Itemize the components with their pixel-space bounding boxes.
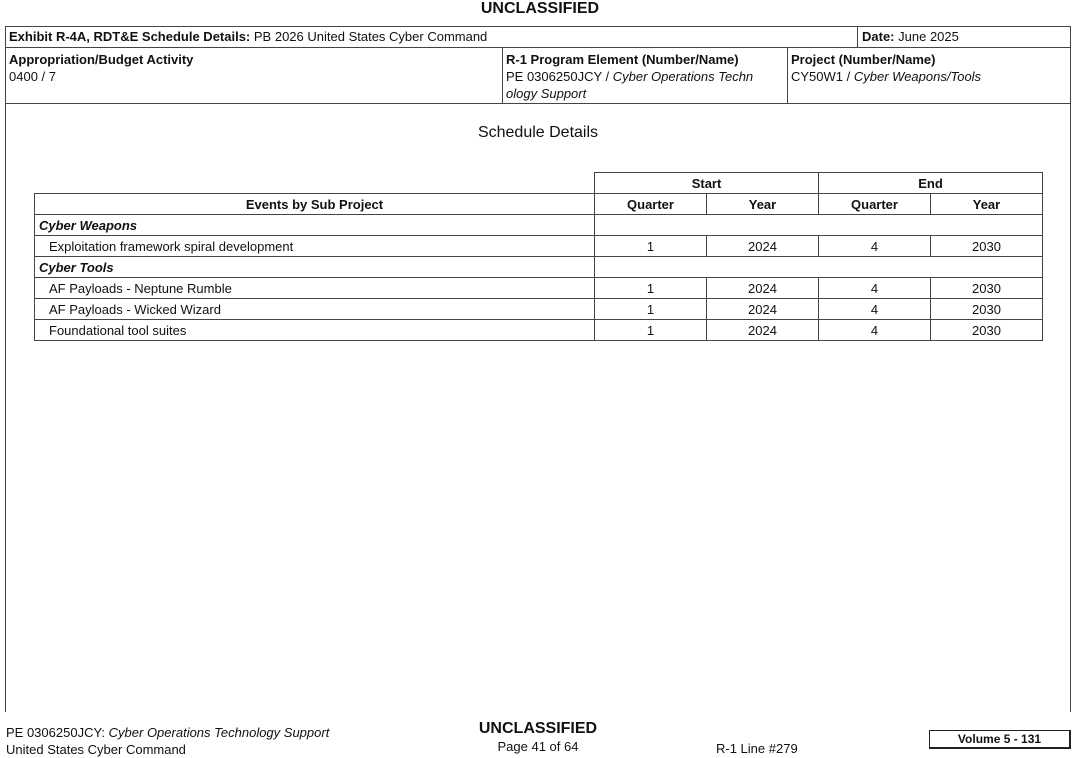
group-spacer: [595, 215, 1043, 236]
page-footer: [0, 720, 1080, 757]
start-year: 2024: [707, 299, 819, 320]
program-element-value: [506, 68, 784, 85]
event-name: Foundational tool suites: [35, 320, 595, 341]
footer-pe-name: Cyber Operations Technology Support: [108, 725, 330, 740]
header-start-year: Year: [707, 194, 819, 215]
group-name: Cyber Weapons: [35, 215, 595, 236]
footer-org: United States Cyber Command: [6, 742, 186, 757]
program-info-row: [6, 48, 1070, 104]
end-quarter: 4: [819, 299, 931, 320]
project-number: CY50W1: [791, 69, 844, 84]
header-end: End: [819, 173, 1043, 194]
project-separator: /: [843, 69, 854, 84]
header-start: Start: [595, 173, 819, 194]
program-element-name-2: ology Support: [506, 86, 587, 101]
footer-program-info: [6, 724, 329, 758]
date-label: Date:: [862, 29, 895, 44]
start-quarter: 1: [595, 236, 707, 257]
appropriation-label: Appropriation/Budget Activity: [9, 52, 194, 67]
program-element-cell: [502, 48, 787, 103]
program-element-number: PE 0306250JCY: [506, 69, 602, 84]
group-row: [35, 257, 1043, 278]
appropriation-value: 0400 / 7: [9, 69, 56, 84]
start-quarter: 1: [595, 320, 707, 341]
program-element-name-1: Cyber Operations Techn: [612, 69, 754, 84]
group-spacer: [595, 257, 1043, 278]
end-quarter: 4: [819, 278, 931, 299]
appropriation-cell: [6, 48, 502, 103]
exhibit-label: Exhibit R-4A, RDT&E Schedule Details:: [9, 29, 251, 44]
date-cell: [857, 27, 1072, 47]
project-value: [791, 68, 1068, 85]
end-quarter: 4: [819, 236, 931, 257]
end-year: 2030: [931, 236, 1043, 257]
classification-banner-top: UNCLASSIFIED: [480, 0, 600, 17]
project-label: Project (Number/Name): [791, 52, 936, 67]
table-row: [35, 236, 1043, 257]
end-year: 2030: [931, 278, 1043, 299]
header-start-quarter: Quarter: [595, 194, 707, 215]
end-year: 2030: [931, 320, 1043, 341]
program-element-separator: /: [601, 69, 613, 84]
program-element-label: R-1 Program Element (Number/Name): [506, 52, 739, 67]
exhibit-title: [9, 29, 487, 44]
exhibit-header-row: [6, 27, 1070, 48]
group-row: [35, 215, 1043, 236]
header-end-quarter: Quarter: [819, 194, 931, 215]
footer-pe-number: PE 0306250JCY:: [6, 725, 106, 740]
project-cell: [787, 48, 1071, 103]
volume-box: Volume 5 - 131: [929, 730, 1071, 749]
page-title: Schedule Details: [477, 124, 599, 141]
table-row: [35, 299, 1043, 320]
table-row: [35, 278, 1043, 299]
start-year: 2024: [707, 236, 819, 257]
header-events: Events by Sub Project: [35, 194, 595, 215]
event-name: Exploitation framework spiral development: [35, 236, 595, 257]
classification-banner-bottom: UNCLASSIFIED: [478, 720, 598, 737]
end-quarter: 4: [819, 320, 931, 341]
footer-center: [438, 720, 638, 755]
event-name: AF Payloads - Wicked Wizard: [35, 299, 595, 320]
event-name: AF Payloads - Neptune Rumble: [35, 278, 595, 299]
group-name: Cyber Tools: [35, 257, 595, 278]
start-quarter: 1: [595, 278, 707, 299]
r1-line-number: R-1 Line #279: [716, 741, 798, 756]
table-header-group-row: [35, 173, 1043, 194]
exhibit-value: PB 2026 United States Cyber Command: [253, 29, 488, 44]
page-number: Page 41 of 64: [497, 739, 579, 754]
start-quarter: 1: [595, 299, 707, 320]
project-name: Cyber Weapons/Tools: [853, 69, 982, 84]
table-header-row: [35, 194, 1043, 215]
header-spacer: [35, 173, 595, 194]
schedule-table: [34, 172, 1043, 341]
table-row: [35, 320, 1043, 341]
start-year: 2024: [707, 320, 819, 341]
start-year: 2024: [707, 278, 819, 299]
footer-pe-line: [6, 724, 329, 741]
header-end-year: Year: [931, 194, 1043, 215]
date-value: June 2025: [898, 29, 959, 44]
end-year: 2030: [931, 299, 1043, 320]
